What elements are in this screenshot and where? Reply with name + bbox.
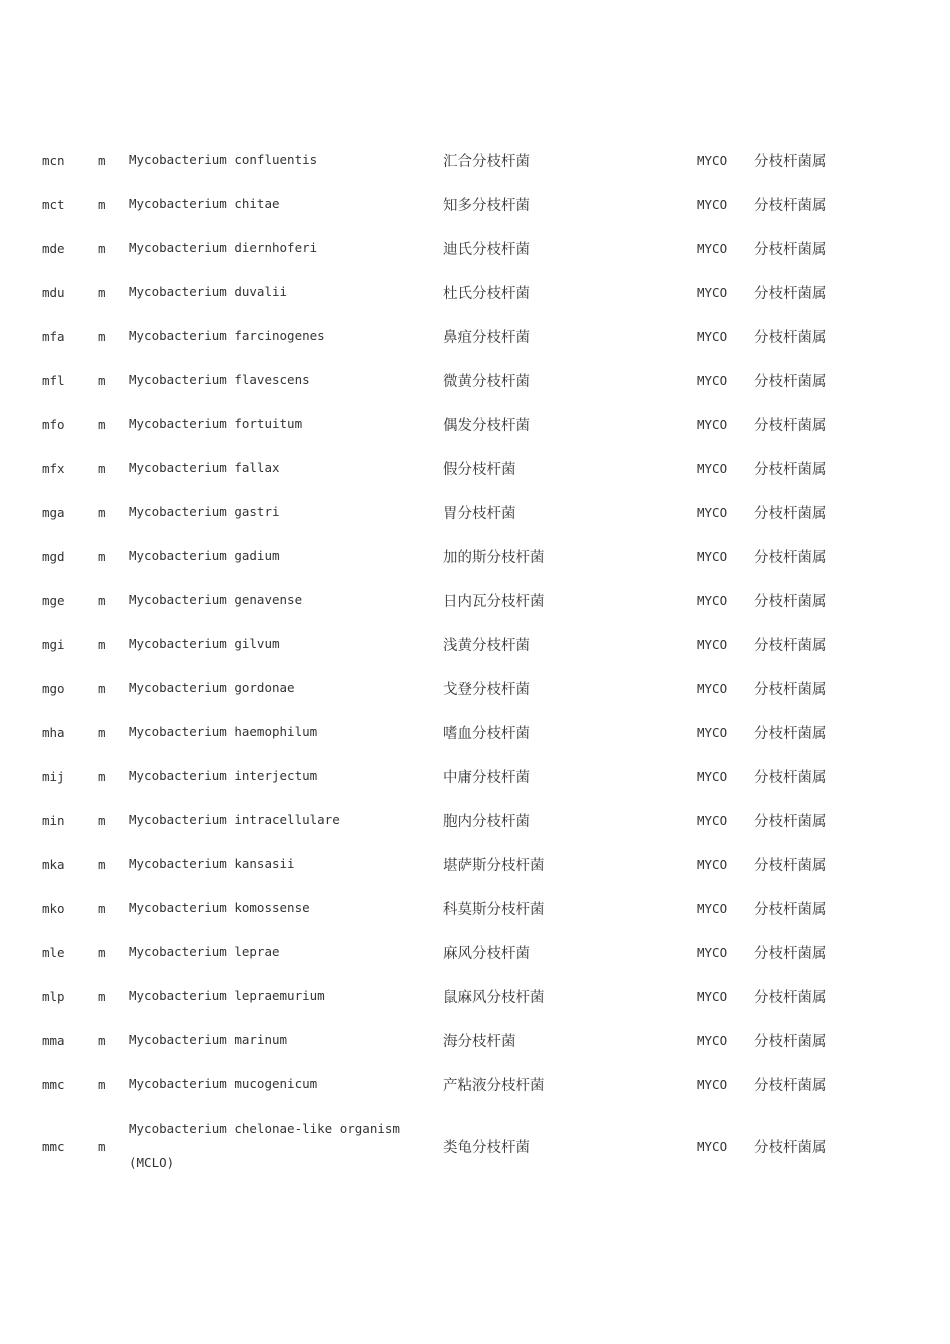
chinese-name: 知多分枝杆菌 [443,197,530,214]
organism-type: m [98,1032,106,1048]
latin-name: Mycobacterium haemophilum [129,724,318,739]
table-row [0,754,950,798]
latin-name: Mycobacterium chelonae-like organism (MCLO) [129,1121,400,1170]
chinese-name: 科莫斯分枝杆菌 [443,901,545,918]
latin-name: Mycobacterium kansasii [129,856,295,871]
genus-code: MYCO [697,1076,728,1092]
latin-name: Mycobacterium gadium [129,548,280,563]
genus-code: MYCO [697,812,728,828]
organism-code: mha [42,724,65,740]
genus-code: MYCO [697,460,728,476]
organism-code: mgo [42,680,65,696]
organism-type: m [98,768,106,784]
organism-code: mma [42,1032,65,1048]
genus-chinese-name: 分枝杆菌属 [754,769,827,786]
table-row [0,710,950,754]
table-row [0,138,950,182]
chinese-name: 堪萨斯分枝杆菌 [443,857,545,874]
table-row [0,974,950,1018]
table-row [0,1062,950,1106]
genus-code: MYCO [697,900,728,916]
genus-chinese-name: 分枝杆菌属 [754,637,827,654]
chinese-name: 偶发分枝杆菌 [443,417,530,434]
genus-code: MYCO [697,196,728,212]
table-row [0,270,950,314]
organism-type: m [98,592,106,608]
genus-code: MYCO [697,636,728,652]
genus-chinese-name: 分枝杆菌属 [754,241,827,258]
table-row [0,1018,950,1062]
genus-chinese-name: 分枝杆菌属 [754,197,827,214]
latin-name: Mycobacterium chitae [129,196,280,211]
genus-chinese-name: 分枝杆菌属 [754,505,827,522]
table-row [0,798,950,842]
organism-type: m [98,328,106,344]
table-row [0,226,950,270]
genus-code: MYCO [697,944,728,960]
chinese-name: 假分枝杆菌 [443,461,516,478]
organism-code: mle [42,944,65,960]
genus-chinese-name: 分枝杆菌属 [754,857,827,874]
organism-type: m [98,196,106,212]
genus-chinese-name: 分枝杆菌属 [754,153,827,170]
genus-chinese-name: 分枝杆菌属 [754,373,827,390]
genus-code: MYCO [697,1138,728,1154]
organism-code: mka [42,856,65,872]
chinese-name: 嗜血分枝杆菌 [443,725,530,742]
genus-code: MYCO [697,328,728,344]
genus-chinese-name: 分枝杆菌属 [754,813,827,830]
genus-chinese-name: 分枝杆菌属 [754,681,827,698]
organism-type: m [98,284,106,300]
genus-chinese-name: 分枝杆菌属 [754,1139,827,1156]
table-row [0,930,950,974]
organism-type: m [98,944,106,960]
table-row [0,490,950,534]
organism-code: mlp [42,988,65,1004]
organism-type: m [98,812,106,828]
genus-chinese-name: 分枝杆菌属 [754,461,827,478]
chinese-name: 胞内分枝杆菌 [443,813,530,830]
table-row [0,1106,950,1186]
latin-name: Mycobacterium gordonae [129,680,295,695]
genus-code: MYCO [697,548,728,564]
organism-type: m [98,548,106,564]
organism-code: mfx [42,460,65,476]
organism-code: mgd [42,548,65,564]
chinese-name: 海分枝杆菌 [443,1033,516,1050]
table-row [0,578,950,622]
latin-name: Mycobacterium fallax [129,460,280,475]
genus-chinese-name: 分枝杆菌属 [754,1077,827,1094]
genus-chinese-name: 分枝杆菌属 [754,285,827,302]
latin-name: Mycobacterium confluentis [129,152,318,167]
genus-chinese-name: 分枝杆菌属 [754,901,827,918]
latin-name: Mycobacterium mucogenicum [129,1076,318,1091]
genus-code: MYCO [697,152,728,168]
organism-code: mmc [42,1076,65,1092]
latin-name: Mycobacterium duvalii [129,284,288,299]
genus-chinese-name: 分枝杆菌属 [754,945,827,962]
table-row [0,666,950,710]
organism-code: mge [42,592,65,608]
organism-code: mga [42,504,65,520]
genus-code: MYCO [697,284,728,300]
organism-type: m [98,460,106,476]
table-row [0,314,950,358]
organism-type: m [98,1076,106,1092]
chinese-name: 迪氏分枝杆菌 [443,241,530,258]
organism-code: mko [42,900,65,916]
latin-name: Mycobacterium farcinogenes [129,328,325,343]
genus-chinese-name: 分枝杆菌属 [754,593,827,610]
latin-name: Mycobacterium interjectum [129,768,318,783]
genus-code: MYCO [697,724,728,740]
organism-code: mij [42,768,65,784]
organism-type: m [98,240,106,256]
organism-type: m [98,1138,106,1154]
table-row [0,358,950,402]
genus-code: MYCO [697,372,728,388]
latin-name: Mycobacterium marinum [129,1032,288,1047]
table-row [0,446,950,490]
genus-code: MYCO [697,504,728,520]
table-row [0,402,950,446]
chinese-name: 微黄分枝杆菌 [443,373,530,390]
chinese-name: 产粘液分枝杆菌 [443,1077,545,1094]
latin-name: Mycobacterium lepraemurium [129,988,325,1003]
chinese-name: 杜氏分枝杆菌 [443,285,530,302]
organism-type: m [98,900,106,916]
organism-code-table [0,138,950,1186]
chinese-name: 麻风分枝杆菌 [443,945,530,962]
latin-name: Mycobacterium gastri [129,504,280,519]
organism-code: mmc [42,1138,65,1154]
organism-type: m [98,680,106,696]
organism-type: m [98,372,106,388]
organism-code: mfa [42,328,65,344]
organism-code: mde [42,240,65,256]
organism-type: m [98,988,106,1004]
genus-code: MYCO [697,768,728,784]
genus-code: MYCO [697,240,728,256]
chinese-name: 日内瓦分枝杆菌 [443,593,545,610]
table-row [0,622,950,666]
genus-code: MYCO [697,1032,728,1048]
latin-name: Mycobacterium fortuitum [129,416,303,431]
organism-type: m [98,636,106,652]
organism-code: mgi [42,636,65,652]
organism-code: mdu [42,284,65,300]
chinese-name: 胃分枝杆菌 [443,505,516,522]
table-row [0,886,950,930]
latin-name: Mycobacterium genavense [129,592,303,607]
organism-code: min [42,812,65,828]
latin-name: Mycobacterium gilvum [129,636,280,651]
latin-name: Mycobacterium intracellulare [129,812,340,827]
genus-chinese-name: 分枝杆菌属 [754,989,827,1006]
genus-chinese-name: 分枝杆菌属 [754,1033,827,1050]
genus-chinese-name: 分枝杆菌属 [754,725,827,742]
latin-name: Mycobacterium leprae [129,944,280,959]
chinese-name: 加的斯分枝杆菌 [443,549,545,566]
organism-type: m [98,416,106,432]
chinese-name: 中庸分枝杆菌 [443,769,530,786]
chinese-name: 鼠麻风分枝杆菌 [443,989,545,1006]
table-row [0,842,950,886]
chinese-name: 汇合分枝杆菌 [443,153,530,170]
latin-name: Mycobacterium flavescens [129,372,310,387]
organism-code: mcn [42,152,65,168]
chinese-name: 戈登分枝杆菌 [443,681,530,698]
chinese-name: 浅黄分枝杆菌 [443,637,530,654]
table-row [0,534,950,578]
organism-code: mfl [42,372,65,388]
latin-name: Mycobacterium komossense [129,900,310,915]
organism-type: m [98,152,106,168]
genus-chinese-name: 分枝杆菌属 [754,549,827,566]
organism-code: mct [42,196,65,212]
genus-code: MYCO [697,988,728,1004]
organism-type: m [98,856,106,872]
organism-code: mfo [42,416,65,432]
latin-name: Mycobacterium diernhoferi [129,240,318,255]
genus-code: MYCO [697,856,728,872]
organism-type: m [98,724,106,740]
chinese-name: 类龟分枝杆菌 [443,1139,530,1156]
chinese-name: 鼻疽分枝杆菌 [443,329,530,346]
genus-code: MYCO [697,680,728,696]
organism-type: m [98,504,106,520]
genus-chinese-name: 分枝杆菌属 [754,417,827,434]
table-row [0,182,950,226]
genus-code: MYCO [697,416,728,432]
genus-code: MYCO [697,592,728,608]
genus-chinese-name: 分枝杆菌属 [754,329,827,346]
